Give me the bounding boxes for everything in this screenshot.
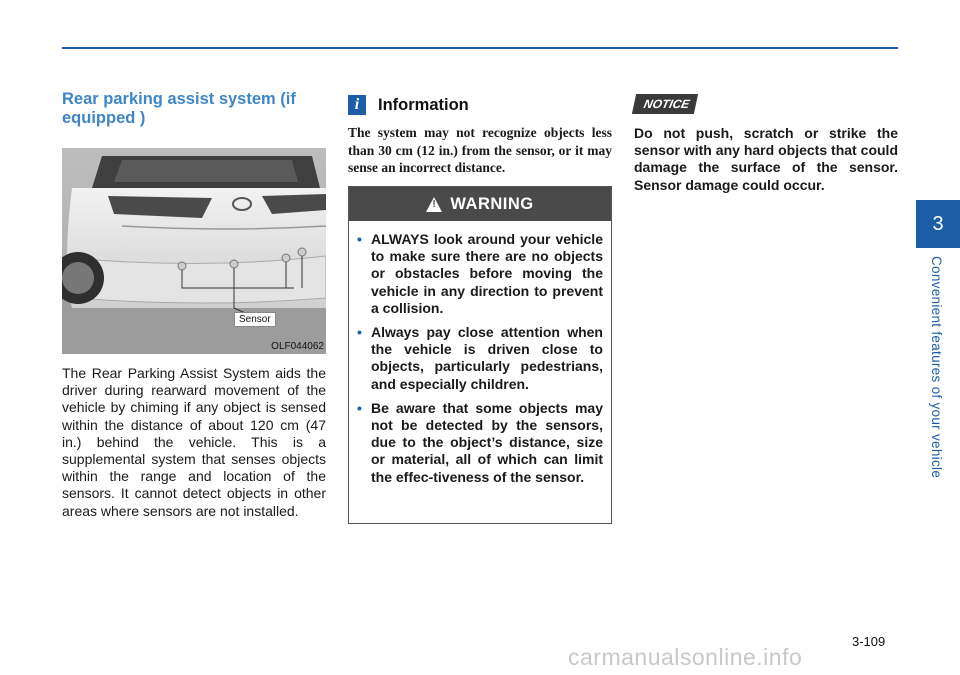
chapter-number: 3 [932, 212, 944, 235]
information-header [348, 94, 612, 116]
car-rear-figure [62, 148, 326, 354]
figure-code: OLF044062 [271, 341, 324, 352]
warning-item: • Always pay close attention when the vehicle is driven close to objects, particularly pedestrians, and especially children. [363, 324, 603, 393]
warning-item: • ALWAYS look around your vehicle to make sure there are no objects or obstacles before moving the vehicle in any direction to prevent a collision. [363, 231, 603, 317]
chapter-tab [916, 200, 960, 248]
information-text: The system may not recognize objects less than 30 cm (12 in.) from the sensor, or it may sense an incorrect distance. [348, 125, 612, 175]
sensor-label: Sensor [234, 312, 276, 327]
left-column [62, 90, 326, 534]
car-rear-illustration [62, 148, 326, 354]
chapter-title: Convenient features of your vehicle [929, 256, 944, 479]
warning-header [349, 187, 611, 221]
right-column [634, 94, 898, 208]
info-icon: i [348, 95, 366, 115]
warning-list [363, 231, 603, 486]
middle-column [348, 94, 612, 190]
warning-icon: ! [426, 197, 442, 212]
section-title: Rear parking assist system (if equipped ) [62, 90, 296, 127]
warning-title: WARNING [450, 194, 534, 213]
information-title: Information [378, 95, 469, 114]
warning-box [348, 186, 612, 524]
page-number: 3-109 [852, 634, 886, 649]
watermark: carmanualsonline.info [568, 644, 803, 670]
notice-badge: NOTICE [632, 94, 699, 114]
notice-text: Do not push, scratch or strike the sensor with any hard objects that could damage the surface of the sensor. Sensor damage could occur. [634, 125, 898, 193]
warning-item: • Be aware that some objects may not be detected by the sensors, due to the object’s distance, size or material, all of which can limit the effec-tiveness of the sensor. [363, 400, 603, 486]
section-body: The Rear Parking Assist System aids the driver during rearward movement of the vehicle by chiming if any object is sensed within the distance of about 120 cm (47 in.) behind the vehicle. This is a supplemental system that senses objects within the range and location of the sensors. It cannot detect objects in other areas where sensors are not installed. [62, 365, 326, 519]
top-rule [62, 47, 898, 49]
